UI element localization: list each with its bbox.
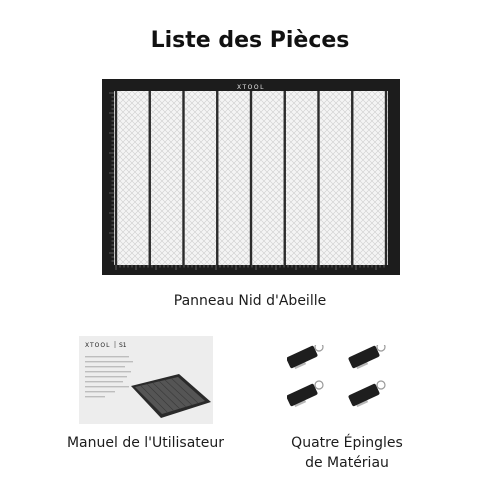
honeycomb-panel-illustration [102,79,400,275]
panel-slat [351,91,353,265]
user-manual-illustration [79,336,213,424]
material-pins-image [287,345,402,420]
panel-slat [182,91,184,265]
panel-slat [317,91,319,265]
manual-model: S1 [119,342,127,349]
material-pin [287,381,323,407]
manual-cover [79,336,213,424]
user-manual-image [79,336,213,424]
honeycomb-panel-image [102,79,400,275]
panel-slat [149,91,151,265]
panel-slat [115,91,117,265]
pins-caption-line-2: de Matériau [305,455,389,471]
manual-brand-logo: XTOOL [85,342,111,349]
pins-caption-line-1: Quatre Épingles [291,435,403,451]
material-pin [287,345,323,369]
panel-slat [250,91,252,265]
page-title: Liste des Pièces [150,28,350,53]
panel-brand-logo: XTOOL [237,84,265,91]
panel-slat [385,91,387,265]
material-pin [348,381,385,407]
panel-caption: Panneau Nid d'Abeille [173,293,327,309]
material-pin [348,345,385,369]
material-pins-illustration [287,345,402,420]
manual-caption: Manuel de l'Utilisateur [66,435,225,451]
panel-slat [284,91,286,265]
panel-slat [216,91,218,265]
pins-caption [262,433,432,473]
